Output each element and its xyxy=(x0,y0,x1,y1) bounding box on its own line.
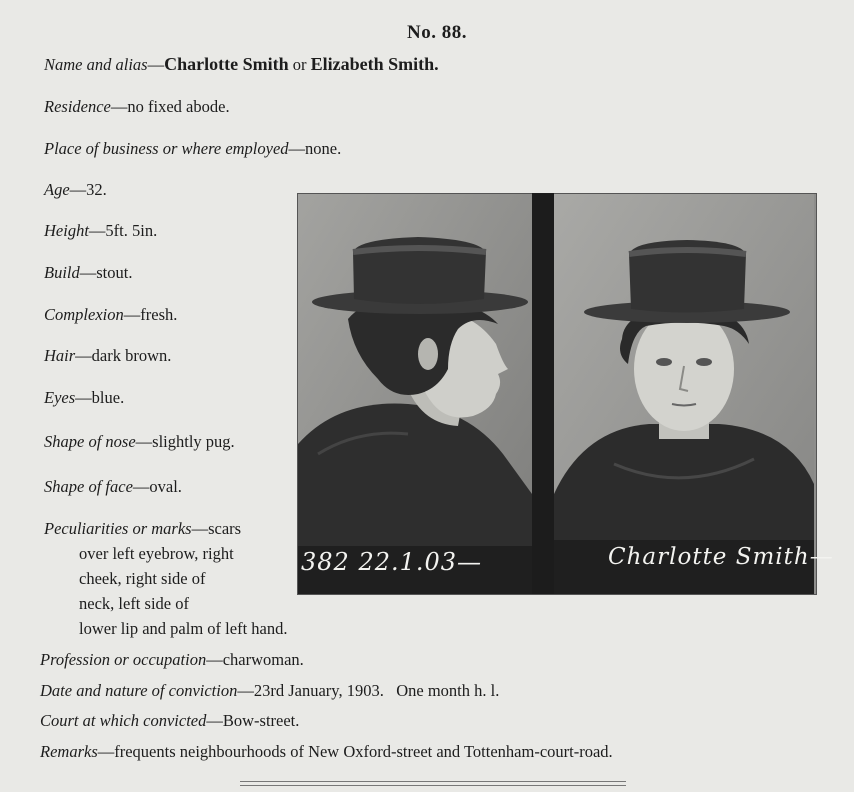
profile-photo-caption: 382 22.1.03— xyxy=(301,548,483,576)
residence-value: no fixed abode. xyxy=(127,97,230,116)
peculiarities-block: Peculiarities or marks—scars over left eyebrow, right cheek, right side of neck, left side of lower lip and palm of left hand. xyxy=(44,516,287,641)
age-label: Age xyxy=(44,180,70,199)
nose-label: Shape of nose xyxy=(44,432,136,451)
complexion-label: Complexion xyxy=(44,305,124,324)
hair-row: Hair—dark brown. xyxy=(44,346,172,365)
face-label: Shape of face xyxy=(44,477,133,496)
eyes-value: blue. xyxy=(91,388,125,407)
front-photo-caption: Charlotte Smith— xyxy=(608,544,834,570)
word: left xyxy=(118,594,141,613)
peculiarities-line-4 xyxy=(79,591,262,616)
remarks-label: Remarks xyxy=(40,742,98,761)
build-label: Build xyxy=(44,263,80,282)
photo-divider xyxy=(532,193,554,594)
profession-value: charwoman. xyxy=(222,650,304,669)
peculiarities-line-1: scars xyxy=(208,519,242,538)
hair-label: Hair xyxy=(44,346,76,365)
residence-label: Residence xyxy=(44,97,111,116)
business-label: Place of business or where employed xyxy=(44,139,289,158)
front-photo xyxy=(554,194,814,594)
remarks-value: frequents neighbourhoods of New Oxford-street and Tottenham-court-road. xyxy=(114,742,613,761)
word: right xyxy=(125,569,157,588)
nose-value: slightly pug. xyxy=(152,432,235,451)
court-row: Court at which convicted—Bow-street. xyxy=(40,711,300,730)
profession-row: Profession or occupation—charwoman. xyxy=(40,650,304,669)
court-value: Bow-street. xyxy=(222,711,300,730)
nose-row: Shape of nose—slightly pug. xyxy=(44,432,235,451)
peculiarities-line-5: lower lip and palm of left hand. xyxy=(79,619,288,638)
age-row: Age—32. xyxy=(44,180,107,199)
name-value: Charlotte Smith xyxy=(164,54,289,74)
face-row: Shape of face—oval. xyxy=(44,477,182,496)
word: side xyxy=(161,569,188,588)
profession-label: Profession or occupation xyxy=(40,650,207,669)
business-value: none. xyxy=(305,139,342,158)
residence-row: Residence—no fixed abode. xyxy=(44,97,230,116)
peculiarities-line-3 xyxy=(79,566,262,591)
height-value: 5ft. 5in. xyxy=(105,221,158,240)
footer-rule xyxy=(240,781,626,782)
profile-photo xyxy=(298,194,532,594)
conviction-sentence: One month h. l. xyxy=(396,681,500,700)
word: of xyxy=(175,594,189,613)
peculiarities-label: Peculiarities or marks xyxy=(44,519,192,538)
peculiarities-line-2: over left eyebrow, right xyxy=(79,544,234,563)
alias-value: Elizabeth Smith. xyxy=(310,54,439,74)
height-label: Height xyxy=(44,221,89,240)
age-value: 32. xyxy=(86,180,107,199)
alias-connector: or xyxy=(292,55,307,74)
hair-value: dark brown. xyxy=(91,346,172,365)
word: side xyxy=(144,594,172,613)
business-row: Place of business or where employed—none. xyxy=(44,139,342,158)
eyes-label: Eyes xyxy=(44,388,76,407)
build-value: stout. xyxy=(96,263,133,282)
complexion-row: Complexion—fresh. xyxy=(44,305,178,324)
word: of xyxy=(191,569,206,588)
conviction-label: Date and nature of conviction xyxy=(40,681,238,700)
eyes-row: Eyes—blue. xyxy=(44,388,125,407)
remarks-row: Remarks—frequents neighbourhoods of New Oxford-street and Tottenham-court-road. xyxy=(40,742,613,761)
name-row: Name and alias—Charlotte Smith or Elizabeth Smith. xyxy=(44,54,439,74)
name-label: Name and alias xyxy=(44,55,148,74)
conviction-row: Date and nature of conviction—23rd January, 1903. One month h. l. xyxy=(40,681,500,700)
height-row: Height—5ft. 5in. xyxy=(44,221,158,240)
footer-rule xyxy=(240,785,626,786)
build-row: Build—stout. xyxy=(44,263,133,282)
conviction-value: 23rd January, 1903. xyxy=(253,681,384,700)
court-label: Court at which convicted xyxy=(40,711,207,730)
record-number: No. 88. xyxy=(407,22,467,43)
word: cheek, xyxy=(79,569,122,588)
word: neck, xyxy=(79,594,115,613)
face-value: oval. xyxy=(149,477,182,496)
complexion-value: fresh. xyxy=(140,305,178,324)
